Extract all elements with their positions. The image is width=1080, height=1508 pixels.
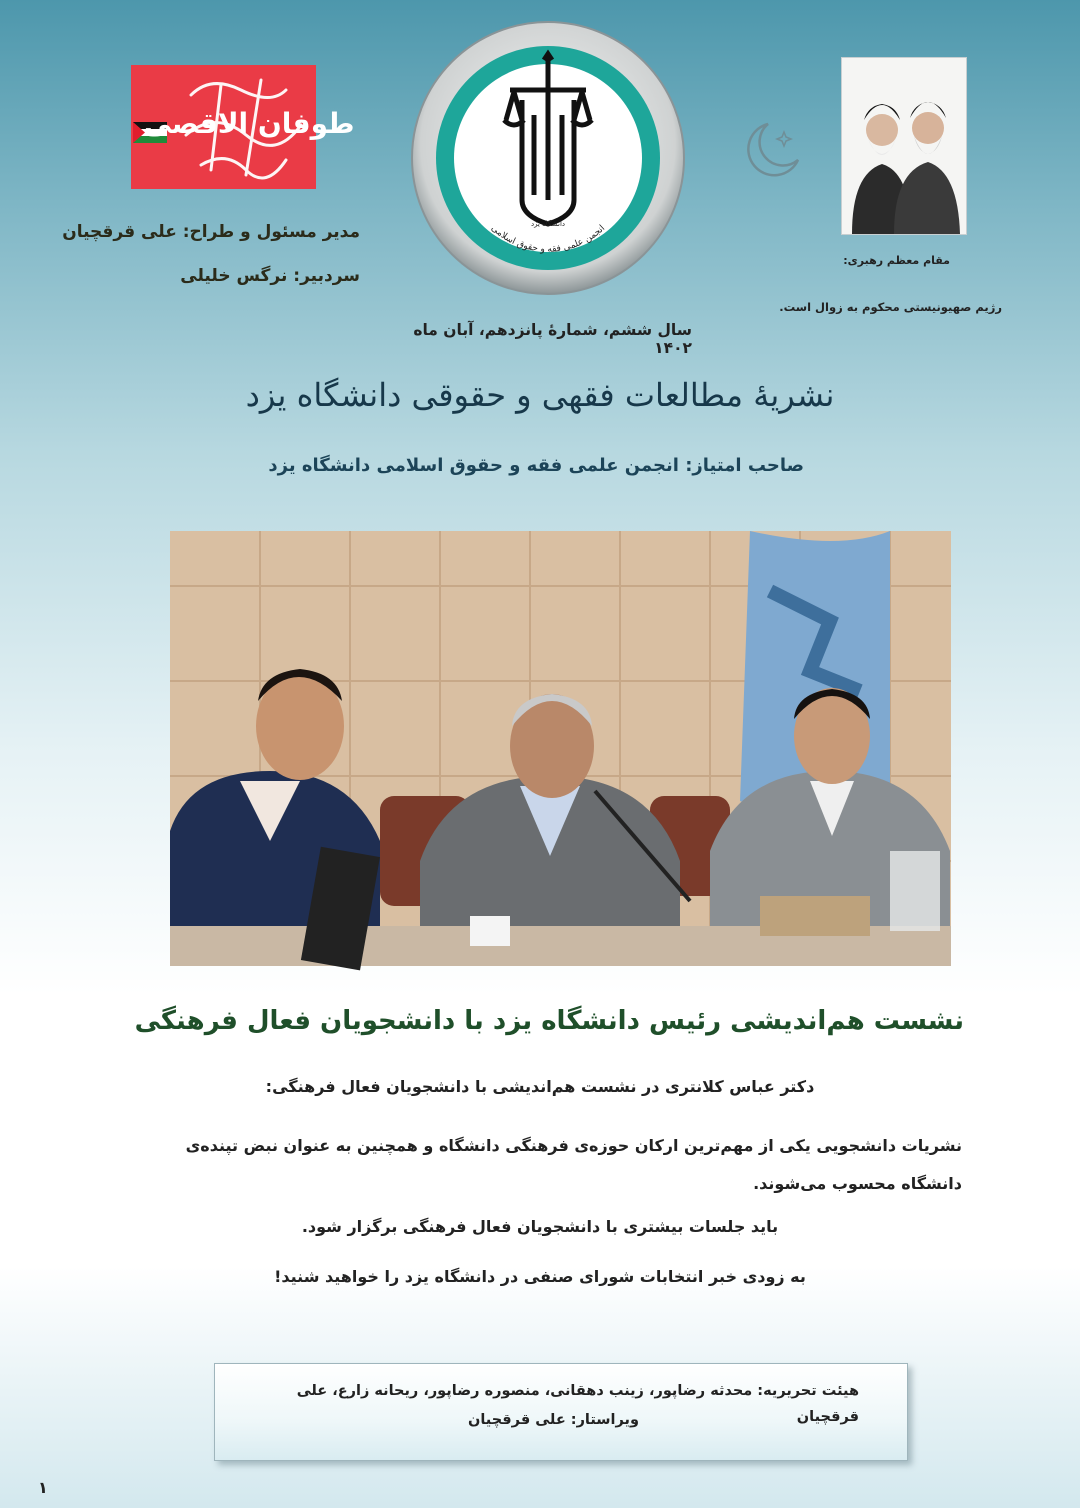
emblem-university: دانشگاه یزد	[530, 220, 566, 228]
crescent-moon-icon	[738, 118, 804, 180]
staff-info	[60, 222, 360, 310]
credits-box	[214, 1363, 908, 1461]
meeting-photo	[170, 531, 951, 966]
article-intro: دکتر عباس کلانتری در نشست هم‌اندیشی با دانشجویان فعال فرهنگی:	[265, 1077, 815, 1096]
leader-label: مقام معظم رهبری:	[843, 254, 950, 267]
journal-title: نشریۀ مطالعات فقهی و حقوقی دانشگاه یزد	[245, 376, 835, 414]
al-aqsa-flood-graphic	[131, 65, 355, 189]
copy-editor: ویراستار: علی قرقچیان	[467, 1412, 639, 1428]
article-quote-2: باید جلسات بیشتری با دانشجویان فعال فرهنگی برگزار شود.	[301, 1217, 779, 1236]
manager-line: مدیر مسئول و طراح: علی قرقچیان	[62, 222, 360, 242]
article-quote-3: به زودی خبر انتخابات شورای صنفی در دانشگاه یزد را خواهید شنید!	[274, 1267, 806, 1286]
article-headline: نشست هم‌اندیشی رئیس دانشگاه یزد با دانشجویان فعال فرهنگی	[134, 1006, 964, 1036]
page-number: ۱	[38, 1478, 48, 1497]
association-emblem	[410, 20, 686, 296]
emblem-text: انجمن علمی فقه و حقوق اسلامی	[488, 223, 608, 255]
leader-quote: رژیم صهیونیستی محکوم به زوال است.	[779, 300, 1002, 314]
article-quote-1: نشریات دانشجویی یکی از مهم‌ترین ارکان حوزه‌ی فرهنگی دانشگاه و همچنین به عنوان نبض تپنده‌ی دانشگاه محسوب می‌شوند.	[185, 1136, 962, 1193]
editorial-board: هیئت تحریریه: محدثه رضاپور، زینب دهقانی، منصوره رضاپور، ریحانه زارع، علی قرقچیان	[296, 1383, 859, 1425]
leaders-portrait	[841, 57, 967, 235]
owner-line: صاحب امتیاز: انجمن علمی فقه و حقوق اسلامی دانشگاه یزد	[268, 455, 804, 476]
issue-line: سال ششم، شمارۀ پانزدهم، آبان ماه ۱۴۰۲	[413, 321, 692, 357]
editor-in-chief-line: سردبیر: نرگس خلیلی	[180, 266, 360, 286]
banner-text: طوفان الاقصی	[143, 107, 355, 140]
al-aqsa-flood-banner	[131, 65, 355, 189]
